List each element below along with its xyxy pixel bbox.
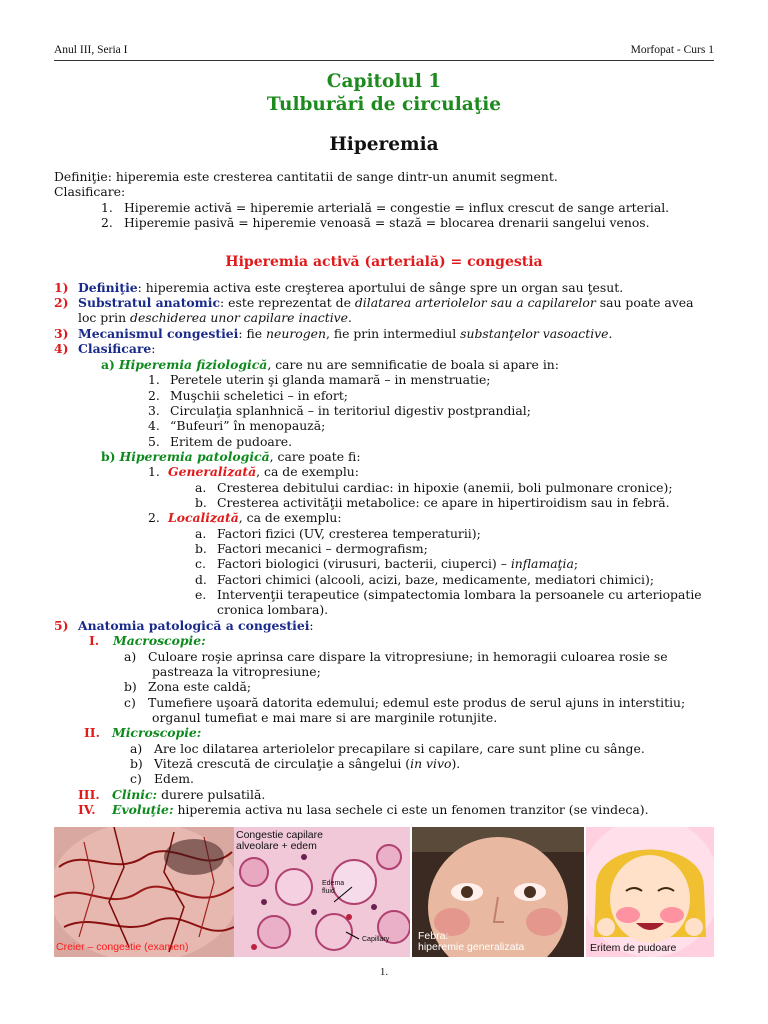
child-caption-line2: hiperemie generalizata [418, 941, 525, 953]
point-label: Clasificare [78, 341, 152, 356]
item-number: 2. [148, 510, 160, 525]
pathological-heading [101, 449, 361, 464]
item-text: Viteză crescută de circulaţie a sângelui ( [154, 756, 411, 771]
list-item-cont: pastreaza la vitropresiune; [152, 664, 321, 679]
micro-caption-line1: Congestie capilare [236, 829, 323, 841]
point-classification [54, 341, 156, 356]
microscopy-heading [84, 725, 202, 740]
item-number: 5. [148, 434, 160, 449]
list-item [195, 541, 428, 556]
list-item [148, 403, 531, 418]
item-text: Factori mecanici – dermografism; [217, 541, 428, 556]
micro-caption [236, 830, 323, 852]
brain-caption: Creier – congestie (examen) [56, 941, 189, 953]
point-label: Definiţie: hiperemia activa este creşterea aportului de sânge spre un organ sau ţesut. [78, 280, 624, 295]
point-text: . [348, 310, 352, 325]
subsection-title: Hiperemia activă (arterială) = congestia [225, 254, 543, 270]
point-text: : [151, 341, 156, 356]
item-number: a) [124, 649, 137, 664]
point-italic: substanţelor vasoactive [460, 326, 609, 341]
item-text: Cresterea debitului cardiac: in hipoxie (anemii, boli pulmonare cronice); [217, 480, 673, 495]
item-text: Edem. [154, 771, 194, 786]
sub-text: hiperemia activa nu lasa sechele ci este un fenomen tranzitor (se vindeca). [173, 802, 649, 817]
micro-photo [234, 827, 410, 957]
roman-number: III. [78, 787, 100, 802]
header-course: Anul III, Seria I [54, 44, 128, 56]
sub-label: Generalizată [168, 464, 257, 479]
point-label: Mecanismul congestiei [78, 326, 239, 341]
point-text: : [309, 618, 314, 633]
sub-label: Evoluţie: [112, 802, 174, 817]
point-italic: dilatarea arteriolelor sau a capilarelor [354, 295, 596, 310]
sub-text: durere pulsatilă. [157, 787, 266, 802]
item-text: Muşchii scheletici – in efort; [170, 388, 348, 403]
item-number: 1. [148, 372, 160, 387]
micro-caption-line2: alveolare + edem [236, 840, 317, 852]
point-text: : fie [238, 326, 267, 341]
item-number: 3. [148, 403, 160, 418]
point-substrate-cont [78, 310, 352, 325]
list-item [124, 695, 686, 710]
list-item [101, 200, 670, 215]
list-item [195, 572, 655, 587]
roman-number: II. [84, 725, 100, 740]
point-number: 5) [54, 618, 69, 633]
roman-number: IV. [78, 802, 96, 817]
sub-label: Macroscopie: [113, 633, 206, 648]
item-number: 4. [148, 418, 160, 433]
point-label: Anatomia patologică a congestiei [78, 618, 310, 633]
photo-strip [54, 827, 714, 957]
item-number: 2. [148, 388, 160, 403]
item-number: 2. [101, 215, 113, 230]
localized-heading [148, 510, 342, 525]
list-item [130, 771, 194, 786]
list-item [195, 526, 481, 541]
sub-label: Clinic: [112, 787, 158, 802]
sub-text: , care nu are semnificatie de boala si apare in: [267, 357, 559, 372]
list-item [195, 587, 702, 602]
macroscopy-heading [89, 633, 206, 648]
sub-text: , ca de exemplu: [256, 464, 359, 479]
sub-text: , ca de exemplu: [238, 510, 342, 525]
list-item-cont: organul tumefiat e mai mare si are marginile rotunjite. [152, 710, 498, 725]
list-item [148, 388, 348, 403]
list-item [148, 372, 491, 387]
item-text: Eritem de pudoare. [170, 434, 293, 449]
point-number: 4) [54, 341, 69, 356]
item-number: b) [130, 756, 143, 771]
brain-photo [54, 827, 234, 957]
point-substrate [54, 295, 694, 310]
cartoon-caption: Eritem de pudoare [590, 942, 677, 954]
list-item [195, 495, 670, 510]
item-italic: in vivo [410, 756, 452, 771]
sub-text: , care poate fi: [269, 449, 361, 464]
definition-line: Definiţie: hiperemia este cresterea cantitatii de sange dintr-un anumit segment. [54, 169, 558, 184]
point-text: : hiperemia activa este creşterea aportului de sânge spre un organ sau ţesut. [137, 280, 624, 295]
capillary-label: Capillary [362, 936, 390, 943]
item-text: Factori chimici (alcooli, acizi, baze, medicamente, mediatori chimici); [217, 572, 655, 587]
list-item [124, 679, 252, 694]
list-item [148, 418, 326, 433]
header-lecture: Morfopat - Curs 1 [630, 44, 714, 56]
item-text: Tumefiere uşoară datorita edemului; edemul este produs de serul ajuns in interstitiu; [148, 695, 686, 710]
generalized-heading [148, 464, 359, 479]
edema-label: Edema fluid [322, 880, 345, 895]
item-number: b. [195, 541, 207, 556]
point-text: : este reprezentat de [220, 295, 355, 310]
item-italic: inflamaţia [510, 556, 574, 571]
list-item-cont: cronica lombara). [217, 602, 329, 617]
list-item [195, 556, 579, 571]
item-text: ). [451, 756, 461, 771]
sub-label: Hiperemia fiziologică [118, 357, 268, 372]
item-number: a. [195, 480, 207, 495]
sub-label: Microscopie: [112, 725, 202, 740]
section-heading: Hiperemia [329, 134, 439, 155]
point-number: 1) [54, 280, 69, 295]
item-number: a) [130, 741, 143, 756]
cartoon-photo [586, 827, 714, 957]
item-number: c) [130, 771, 142, 786]
item-text: Circulaţia splanhnică – in teritoriul digestiv postprandial; [170, 403, 531, 418]
point-italic: neurogen [266, 326, 326, 341]
item-text: Factori fizici (UV, cresterea temperaturii); [217, 526, 481, 541]
item-number: a. [195, 526, 207, 541]
roman-number: I. [89, 633, 100, 648]
item-text: Factori biologici (virusuri, bacterii, ciuperci) – [217, 556, 511, 571]
chapter-subtitle: Tulburări de circulaţie [266, 94, 502, 115]
sub-label: Localizată [168, 510, 239, 525]
item-number: d. [195, 572, 207, 587]
item-text: Hiperemie pasivă = hiperemie venoasă = stază = blocarea drenarii sangelui venos. [124, 215, 650, 230]
item-number: 1. [148, 464, 160, 479]
item-number: 1. [101, 200, 113, 215]
item-text: Peretele uterin şi glanda mamară – in menstruatie; [170, 372, 491, 387]
list-item [130, 756, 461, 771]
list-item [130, 741, 645, 756]
item-text: Zona este caldă; [148, 679, 252, 694]
page-header [54, 44, 714, 61]
sub-letter: a) [101, 357, 115, 372]
point-number: 3) [54, 326, 69, 341]
item-text: Cresterea activităţii metabolice: ce apare in hipertiroidism sau in febră. [217, 495, 670, 510]
point-label: Substratul anatomic [78, 295, 221, 310]
point-text: , fie prin intermediul [325, 326, 461, 341]
point-mechanism [54, 326, 613, 341]
list-item [195, 480, 673, 495]
item-text: Intervenţii terapeutice (simpatectomia lombara la persoanele cu arteriopatie [217, 587, 702, 602]
list-item [148, 434, 293, 449]
point-text: loc prin [78, 310, 131, 325]
item-text: “Bufeuri” în menopauză; [170, 418, 326, 433]
item-number: b. [195, 495, 207, 510]
list-item [124, 649, 668, 664]
chapter-title: Capitolul 1 [326, 71, 442, 92]
item-text: Are loc dilatarea arteriolelor precapilare si capilare, care sunt pline cu sânge. [154, 741, 645, 756]
classification-label: Clasificare: [54, 184, 126, 199]
evolution-line [78, 802, 649, 817]
clinic-line [78, 787, 266, 802]
list-item [101, 215, 650, 230]
brain-image [54, 827, 234, 957]
child-photo [412, 827, 584, 957]
physiological-heading [101, 357, 559, 372]
item-number: e. [195, 587, 207, 602]
page-number: 1. [379, 966, 389, 978]
point-definition [54, 280, 624, 295]
sub-letter: b) [101, 449, 116, 464]
point-italic: deschiderea unor capilare inactive [130, 310, 348, 325]
point-number: 2) [54, 295, 69, 310]
point-text: sau poate avea [595, 295, 694, 310]
item-text: ; [573, 556, 579, 571]
child-caption [418, 931, 524, 953]
cartoon-image [586, 827, 714, 957]
item-number: c. [195, 556, 206, 571]
sub-label: Hiperemia patologică [119, 449, 270, 464]
item-number: c) [124, 695, 136, 710]
item-number: b) [124, 679, 137, 694]
item-text: Culoare roşie aprinsa care dispare la vitropresiune; in hemoragii culoarea rosie se [148, 649, 668, 664]
child-caption-line1: Febra: [418, 930, 449, 942]
point-text: . [608, 326, 613, 341]
point-pathology [54, 618, 314, 633]
item-text: Hiperemie activă = hiperemie arterială = congestie = influx crescut de sange arterial. [124, 200, 670, 215]
